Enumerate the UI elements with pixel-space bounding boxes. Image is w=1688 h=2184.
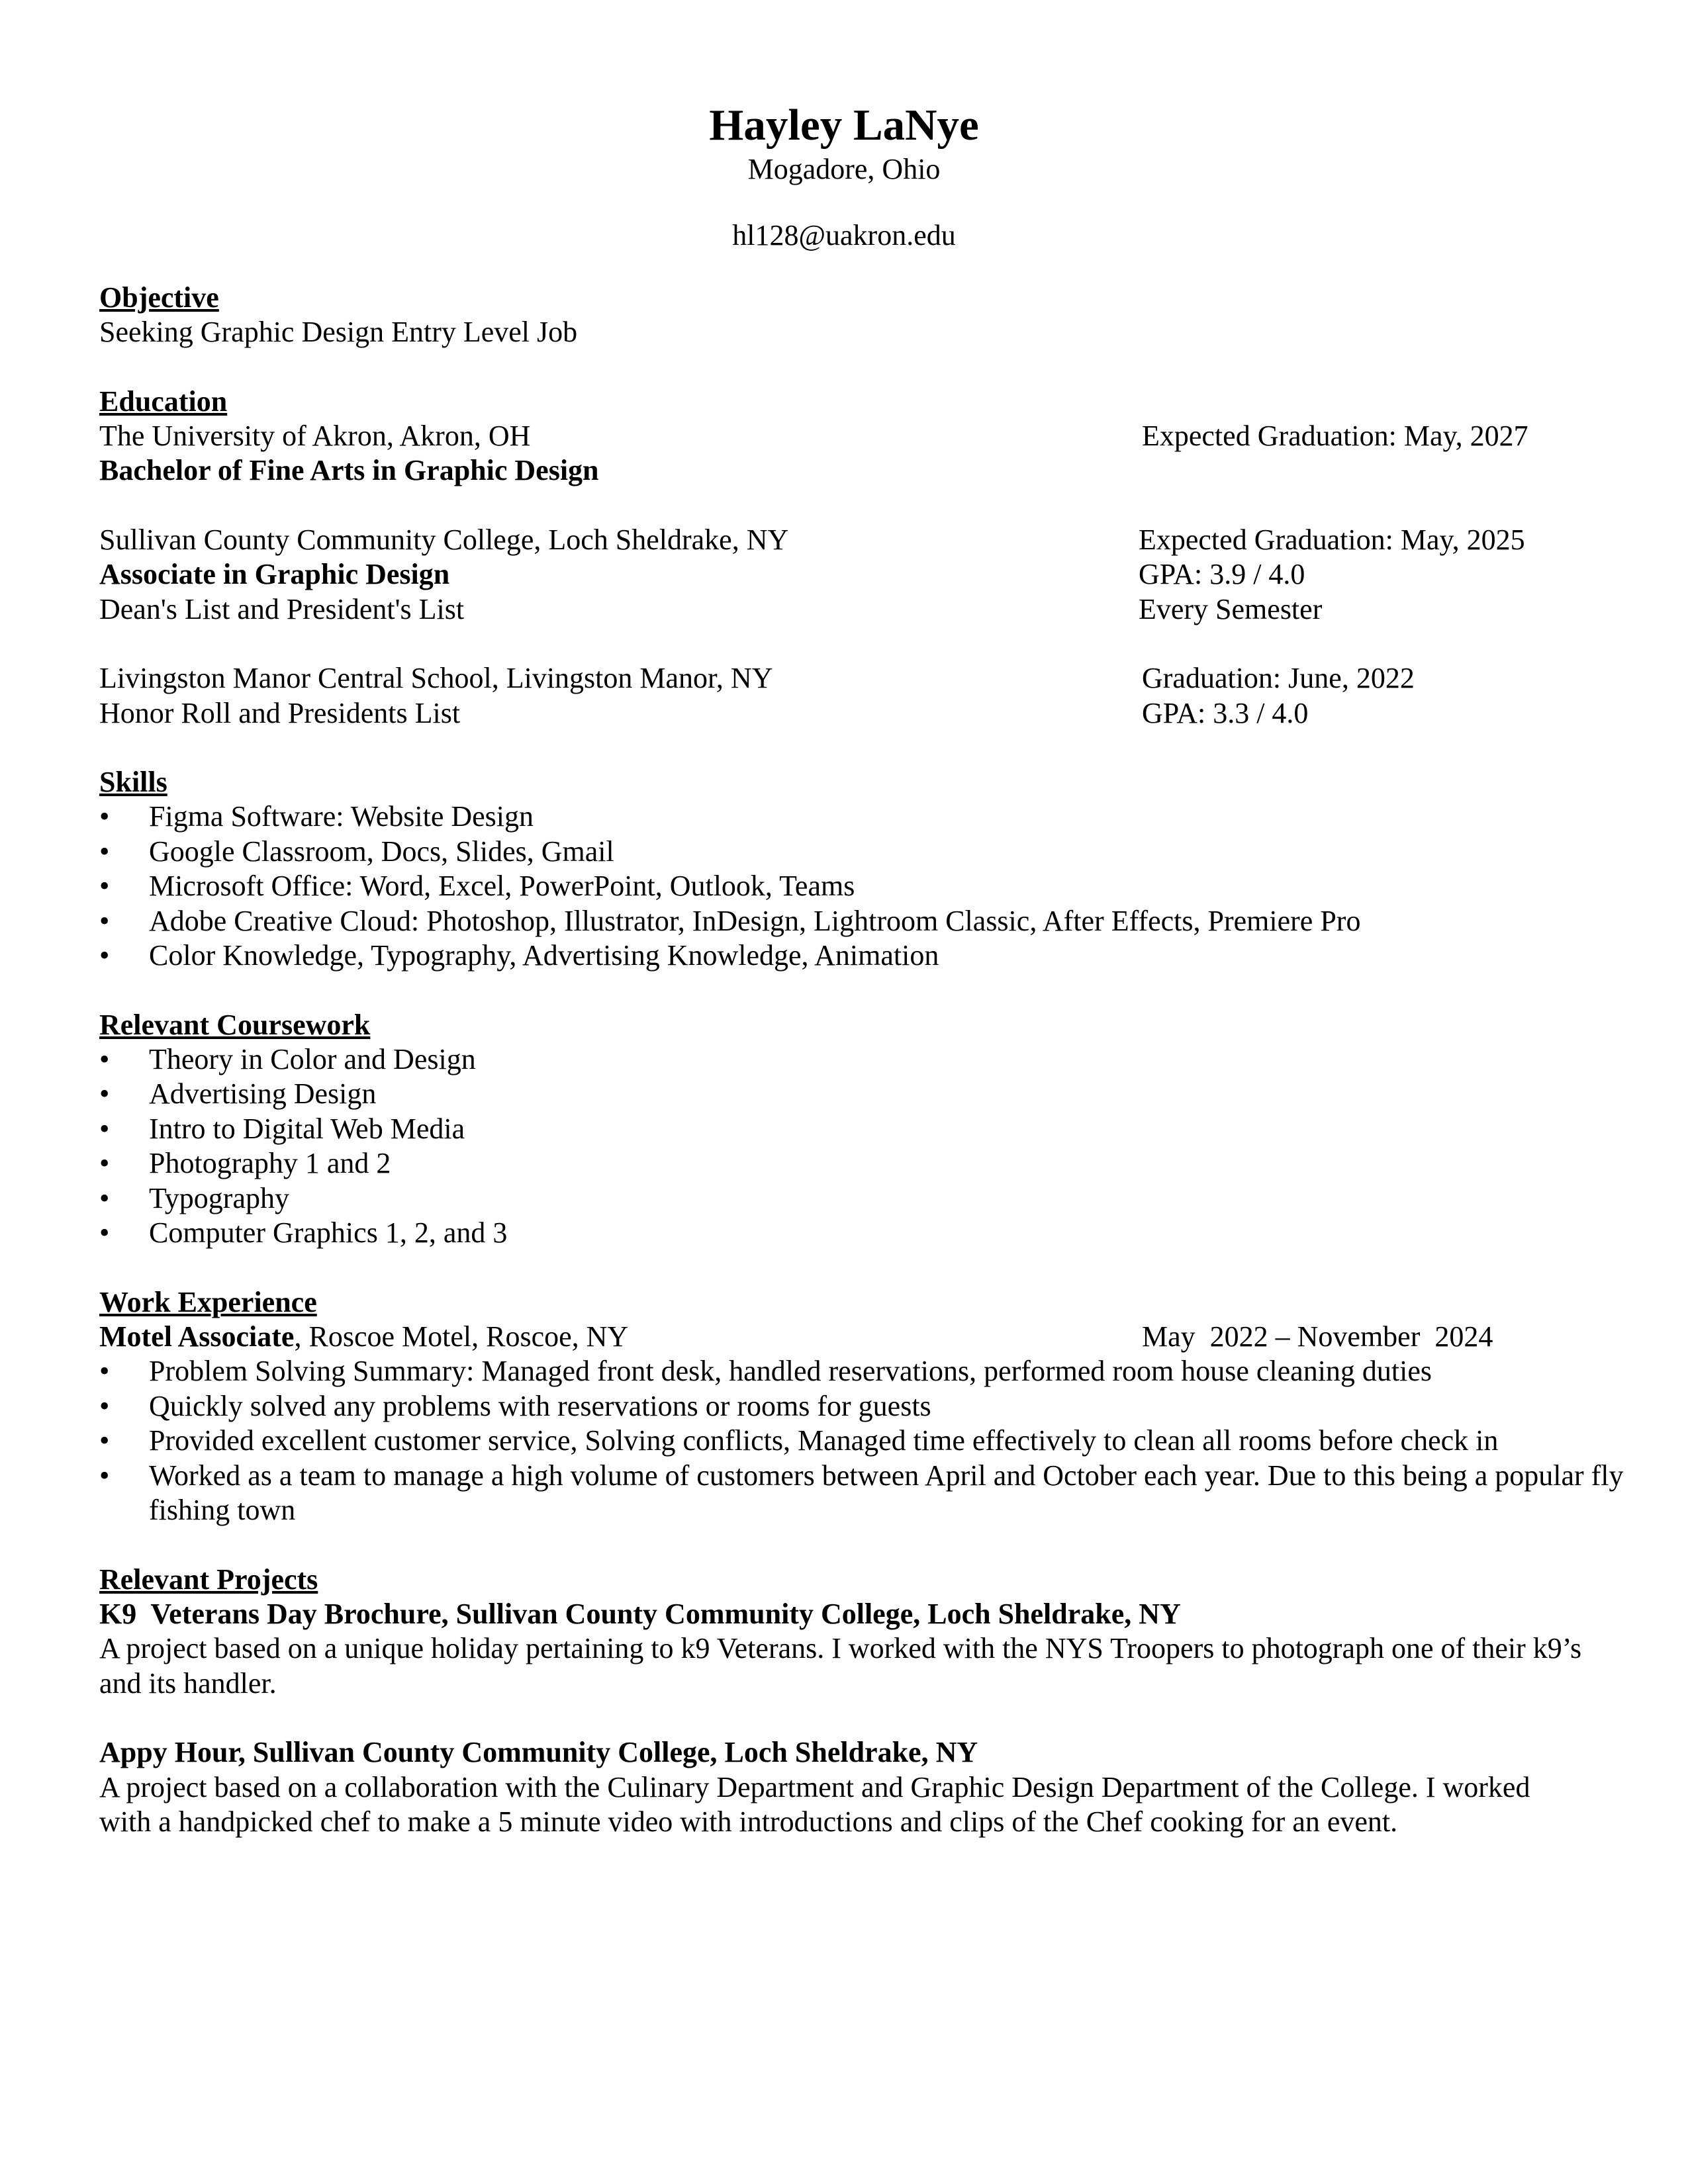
education-title: Education: [99, 385, 228, 418]
objective-text: Seeking Graphic Design Entry Level Job: [99, 316, 578, 348]
list-item: • Photography 1 and 2: [99, 1146, 1589, 1181]
work-entry-header: [99, 1320, 1589, 1355]
coursework-list: [99, 1042, 1589, 1251]
bullet-icon: •: [99, 1112, 110, 1145]
skills-section: [99, 765, 1589, 974]
education-entry-livingston: [99, 661, 1589, 696]
work-dates: May 2022 – November 2024: [1142, 1320, 1493, 1353]
education-entry-sullivan: [99, 523, 1589, 558]
list-item: • Color Knowledge, Typography, Advertising Knowledge, Animation: [99, 938, 1589, 974]
list-item: • Advertising Design: [99, 1077, 1589, 1112]
bullet-icon: •: [99, 1216, 110, 1249]
list-item: • Worked as a team to manage a high volume of customers between April and October each year. Due to this being a popular fly fishing town: [99, 1459, 1624, 1526]
education-entry-akron: [99, 419, 1589, 454]
skills-list: [99, 799, 1589, 974]
list-item: • Theory in Color and Design: [99, 1042, 1589, 1077]
project-heading: K9 Veterans Day Brochure, Sullivan County Community College, Loch Sheldrake, NY: [99, 1597, 1181, 1630]
list-item: • Google Classroom, Docs, Slides, Gmail: [99, 835, 1589, 870]
education-section: [99, 385, 1589, 731]
sullivan-honors-row: [99, 592, 1589, 627]
livingston-school: Livingston Manor Central School, Livingston Manor, NY: [99, 662, 773, 694]
skills-title: Skills: [99, 766, 167, 798]
bullet-icon: •: [99, 1077, 110, 1110]
list-item: • Problem Solving Summary: Managed front desk, handled reservations, performed room house cleaning duties: [99, 1354, 1589, 1389]
work-role: Motel Associate: [99, 1320, 295, 1353]
list-item: • Figma Software: Website Design: [99, 799, 1589, 835]
projects-section: [99, 1563, 1589, 1840]
bullet-icon: •: [99, 1042, 110, 1075]
project-heading: Appy Hour, Sullivan County Community College, Loch Sheldrake, NY: [99, 1736, 978, 1768]
bullet-icon: •: [99, 1389, 110, 1422]
bullet-icon: •: [99, 1181, 110, 1214]
list-item: • Typography: [99, 1181, 1589, 1216]
work-title: Work Experience: [99, 1285, 317, 1318]
livingston-honors-row: [99, 696, 1589, 731]
list-item: • Microsoft Office: Word, Excel, PowerPoint, Outlook, Teams: [99, 869, 1589, 904]
sullivan-gpa: GPA: 3.9 / 4.0: [1139, 558, 1305, 590]
list-item: • Quickly solved any problems with reservations or rooms for guests: [99, 1389, 1589, 1424]
sullivan-school: Sullivan County Community College, Loch Sheldrake, NY: [99, 523, 789, 556]
candidate-name: Hayley LaNye: [709, 101, 979, 150]
livingston-gpa: GPA: 3.3 / 4.0: [1142, 696, 1309, 729]
objective-section: [99, 281, 1589, 350]
bullet-icon: •: [99, 939, 110, 972]
coursework-section: [99, 1008, 1589, 1251]
akron-degree: Bachelor of Fine Arts in Graphic Design: [99, 454, 599, 486]
bullet-icon: •: [99, 800, 110, 833]
livingston-date: Graduation: June, 2022: [1142, 662, 1415, 694]
sullivan-date: Expected Graduation: May, 2025: [1139, 523, 1525, 556]
candidate-location: Mogadore, Ohio: [747, 153, 941, 185]
project-description: A project based on a collaboration with the Culinary Department and Graphic Design Department of the College. I worked with a handpicked chef to make a 5 minute video with introductions and clips of the Chef cooking for an event.: [99, 1770, 1530, 1838]
candidate-email: hl128@uakron.edu: [732, 219, 956, 251]
projects-title: Relevant Projects: [99, 1563, 318, 1596]
sullivan-honors-when: Every Semester: [1139, 592, 1323, 625]
resume-header: [0, 0, 1688, 253]
bullet-icon: •: [99, 904, 110, 937]
akron-school: The University of Akron, Akron, OH: [99, 419, 531, 452]
work-section: [99, 1285, 1624, 1528]
list-item: • Provided excellent customer service, Solving conflicts, Managed time effectively to clean all rooms before check in: [99, 1424, 1589, 1459]
list-item: • Intro to Digital Web Media: [99, 1112, 1589, 1147]
bullet-icon: •: [99, 1424, 110, 1457]
list-item: • Computer Graphics 1, 2, and 3: [99, 1216, 1589, 1251]
project-description: A project based on a unique holiday pertaining to k9 Veterans. I worked with the NYS Troopers to photograph one of their k9’s and its handler.: [99, 1632, 1582, 1700]
objective-title: Objective: [99, 281, 219, 314]
list-item: • Adobe Creative Cloud: Photoshop, Illustrator, InDesign, Lightroom Classic, After Effects, Premiere Pro: [99, 904, 1589, 939]
resume-page: [99, 0, 1624, 2184]
livingston-honors: Honor Roll and Presidents List: [99, 696, 461, 729]
bullet-icon: •: [99, 1355, 110, 1387]
sullivan-honors: Dean's List and President's List: [99, 592, 465, 625]
akron-date: Expected Graduation: May, 2027: [1142, 419, 1528, 452]
work-list: [99, 1354, 1624, 1528]
bullet-icon: •: [99, 1459, 110, 1492]
work-employer: , Roscoe Motel, Roscoe, NY: [294, 1320, 629, 1353]
bullet-icon: •: [99, 1147, 110, 1179]
bullet-icon: •: [99, 835, 110, 868]
sullivan-degree-row: [99, 557, 1589, 592]
coursework-title: Relevant Coursework: [99, 1008, 371, 1041]
sullivan-degree: Associate in Graphic Design: [99, 558, 450, 590]
bullet-icon: •: [99, 870, 110, 902]
